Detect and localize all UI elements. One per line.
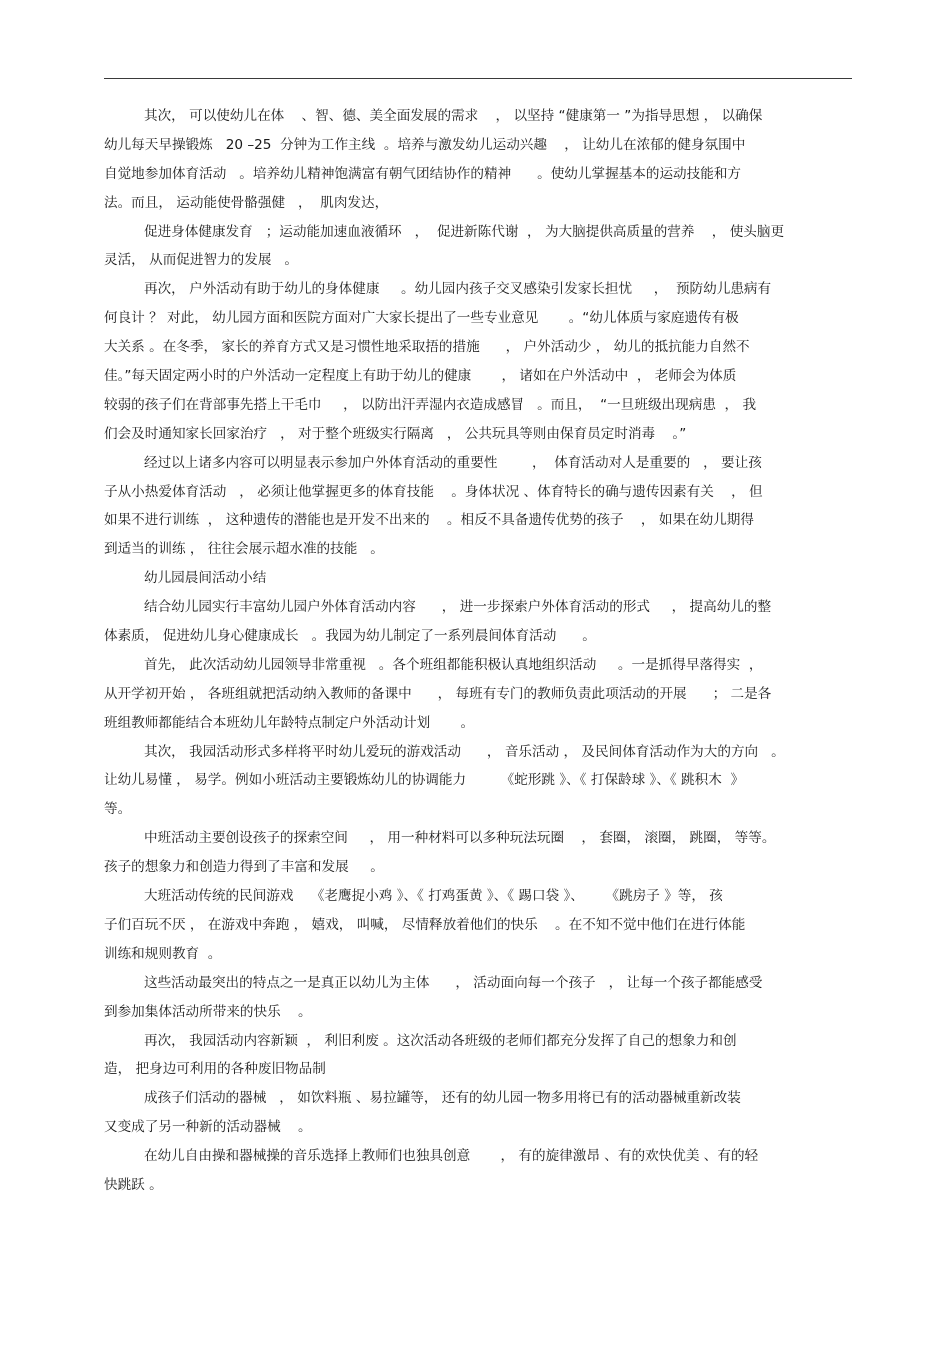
text-line: 较弱的孩子们在背部事先搭上干毛巾 ， 以防出汗弄湿内衣造成感冒 。而且， “一旦班级出现病患 ， 我: [104, 396, 757, 413]
text-line: 何良计 ？ 对此， 幼儿园方面和医院方面对广大家长提出了一些专业意见 。“幼儿体质与家庭遗传有极: [104, 310, 739, 327]
document-body: [104, 102, 852, 1200]
text-line: 到参加集体活动所带来的快乐 。: [104, 1003, 312, 1020]
header-rule: [104, 78, 852, 79]
text-line: 班组教师都能结合本班幼儿年龄特点制定户外活动计划 。: [104, 714, 475, 731]
text-line: 幼儿园晨间活动小结: [144, 570, 267, 587]
text-line: 结合幼儿园实行丰富幼儿园户外体育活动内容 ， 进一步探索户外体育活动的形式 ， 提高幼儿的整: [144, 599, 772, 616]
text-line: 大班活动传统的民间游戏 《老鹰捉小鸡 》、《 打鸡蛋黄 》、《 踢口袋 》、 《跳房子 》等， 孩: [144, 888, 723, 905]
text-line: 再次， 户外活动有助于幼儿的身体健康 。幼儿园内孩子交叉感染引发家长担忧 ， 预防幼儿患病有: [144, 281, 772, 298]
text-line: 成孩子们活动的器械 ， 如饮料瓶 、易拉罐等， 还有的幼儿园一物多用将已有的活动器械重新改装: [144, 1090, 741, 1107]
text-line: 自觉地参加体育活动 。培养幼儿精神饱满富有朝气团结协作的精神 。使幼儿掌握基本的运动技能和方: [104, 165, 742, 182]
text-line: 其次， 可以使幼儿在体 、智、德、美全面发展的需求 ， 以坚持 “健康第一 ”为指导思想 ， 以确保: [144, 108, 763, 124]
text-line: 再次， 我园活动内容新颖 ， 利旧利废 。这次活动各班级的老师们都充分发挥了自己的想象力和创: [144, 1032, 737, 1049]
text-line: 到适当的训练 ， 往往会展示超水准的技能 。: [104, 541, 384, 558]
text-line: 灵活， 从而促进智力的发展 。: [104, 252, 299, 269]
text-line: 促进身体健康发育 ；运动能加速血液循环 ， 促进新陈代谢 ， 为大脑提供高质量的营养 ， 使头脑更: [144, 223, 785, 240]
text-line: 其次， 我园活动形式多样将平时幼儿爱玩的游戏活动 ， 音乐活动 ， 及民间体育活动作为大的方向 。: [144, 743, 785, 760]
text-line: 子从小热爱体育活动 ， 必须让他掌握更多的体育技能 。身体状况 、体育特长的确与遗传因素有关 ， 但: [104, 483, 763, 500]
text-line: 在幼儿自由操和器械操的音乐选择上教师们也独具创意 ， 有的旋律激昂 、有的欢快优美 、有的轻: [144, 1148, 759, 1165]
text-line: 中班活动主要创设孩子的探索空间 ， 用一种材料可以多种玩法玩圈 ， 套圈， 滚圈， 跳圈， 等等。: [144, 830, 776, 847]
text-line: 孩子的想象力和创造力得到了丰富和发展 。: [104, 859, 384, 876]
text-line: 快跳跃 。: [104, 1176, 163, 1193]
text-line: 又变成了另一种新的活动器械 。: [104, 1119, 312, 1136]
text-line: 等。: [104, 801, 132, 818]
text-line: 经过以上诸多内容可以明显表示参加户外体育活动的重要性 ， 体育活动对人是重要的 ， 要让孩: [144, 454, 762, 471]
text-line: 法。而且， 运动能使骨骼强健 ， 肌肉发达，: [104, 194, 389, 211]
text-line: 让幼儿易懂 ， 易学。例如小班活动主要锻炼幼儿的协调能力 《蛇形跳 》、《 打保龄球 》、《 跳积木 》: [104, 772, 745, 789]
text-line: 体素质， 促进幼儿身心健康成长 。我园为幼儿制定了一系列晨间体育活动 。: [104, 628, 596, 645]
text-line: 们会及时通知家长回家治疗 ， 对于整个班级实行隔离 ， 公共玩具等则由保育员定时消毒 。”: [104, 425, 687, 442]
text-line: 子们百玩不厌 ， 在游戏中奔跑 ， 嬉戏， 叫喊， 尽情释放着他们的快乐 。在不知不觉中他们在进行体能: [104, 916, 746, 933]
text-line: 从开学初开始 ， 各班组就把活动纳入教师的备课中 ， 每班有专门的教师负责此项活动的开展 ； 二是各: [104, 685, 772, 702]
text-line: 如果不进行训练 ， 这种遗传的潜能也是开发不出来的 。相反不具备遗传优势的孩子 ， 如果在幼儿期得: [104, 512, 754, 529]
text-line: 首先， 此次活动幼儿园领导非常重视 。各个班组都能积极认真地组织活动 。一是抓得早落得实 ，: [144, 656, 763, 673]
text-line: 大关系 。在冬季， 家长的养育方式又是习惯性地采取捂的措施 ， 户外活动少 ， 幼儿的抵抗能力自然不: [104, 339, 750, 356]
text-line: 这些活动最突出的特点之一是真正以幼儿为主体 ， 活动面向每一个孩子 ， 让每一个孩子都能感受: [144, 974, 763, 991]
text-line: 幼儿每天早操锻炼 20 –25 分钟为工作主线 。培养与激发幼儿运动兴趣 ， 让幼儿在浓郁的健身氛围中: [104, 136, 746, 153]
text-line: 佳。”每天固定两小时的户外活动一定程度上有助于幼儿的健康 ， 诸如在户外活动中 ， 老师会为体质: [104, 368, 737, 385]
text-line: 造， 把身边可利用的各种废旧物品制: [104, 1061, 326, 1078]
text-line: 训练和规则教育 。: [104, 945, 222, 962]
